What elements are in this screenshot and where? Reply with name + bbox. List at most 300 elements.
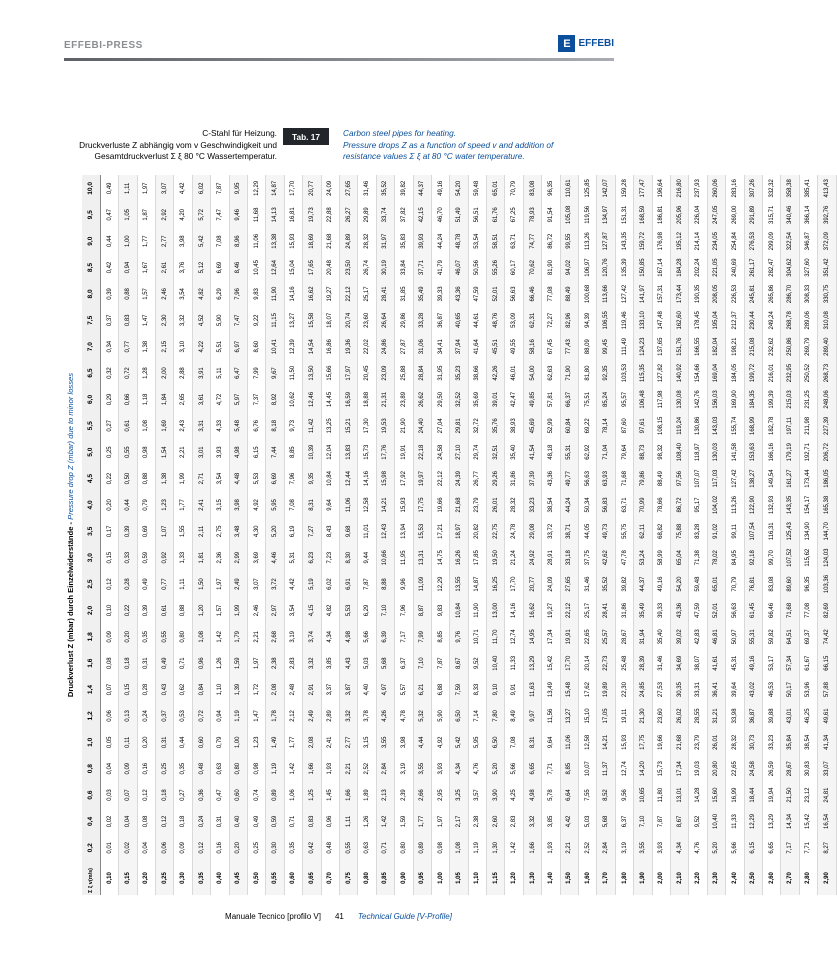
- table-cell: 2,17: [450, 808, 468, 834]
- table-cell: 5,90: [211, 307, 229, 333]
- table-cell: 11,09: [413, 571, 431, 597]
- table-cell: 0,39: [137, 597, 155, 623]
- table-cell: 35,52: [597, 571, 615, 597]
- table-row: [229, 175, 247, 895]
- table-cell: 9,64: [321, 492, 339, 518]
- table-cell: 0,02: [100, 808, 118, 834]
- table-cell: 245,81: [744, 281, 762, 307]
- table-cell: 15,73: [358, 439, 376, 465]
- table-cell: 143,03: [707, 413, 725, 439]
- table-cell: 71,38: [689, 545, 707, 571]
- table-cell: 28,32: [358, 228, 376, 254]
- table-cell: 198,21: [726, 334, 744, 360]
- table-cell: 6,65: [523, 756, 541, 782]
- title-german-line: Gesamtdruckverlust Σ ξ 80 °C Wassertemperatur.: [94, 151, 277, 161]
- table-cell: 48,78: [450, 228, 468, 254]
- table-row: [358, 175, 376, 895]
- table-cell: 5,11: [211, 360, 229, 386]
- table-cell: 0,04: [137, 835, 155, 861]
- table-cell: 45,69: [523, 413, 541, 439]
- table-cell: 31,94: [634, 624, 652, 650]
- table-cell: 70,62: [523, 254, 541, 280]
- table-cell: 276,53: [744, 228, 762, 254]
- table-cell: 1,66: [523, 835, 541, 861]
- table-row: [321, 175, 339, 895]
- table-cell: 70,99: [634, 492, 652, 518]
- table-cell: 0,12: [137, 782, 155, 808]
- table-cell: 8,52: [597, 782, 615, 808]
- table-cell: 4,34: [450, 756, 468, 782]
- table-cell: 12,64: [266, 254, 284, 280]
- table-cell: 0,10: [100, 597, 118, 623]
- table-cell: 1,38: [156, 465, 174, 491]
- table-cell: 9,46: [229, 202, 247, 228]
- table-cell: 226,53: [726, 281, 744, 307]
- table-cell: 29,89: [358, 202, 376, 228]
- table-cell: 0,12: [156, 808, 174, 834]
- velocity-cell: 1,15: [487, 861, 505, 895]
- table-cell: 0,16: [137, 756, 155, 782]
- table-cell: 221,05: [707, 254, 725, 280]
- table-cell: 7,96: [284, 465, 302, 491]
- table-cell: 53,24: [634, 545, 652, 571]
- table-cell: 0,71: [376, 835, 394, 861]
- table-cell: 5,32: [413, 703, 431, 729]
- table-cell: 52,01: [487, 281, 505, 307]
- table-cell: 9,96: [395, 571, 413, 597]
- table-row: [303, 175, 321, 895]
- table-row: [156, 175, 174, 895]
- table-cell: 15,93: [395, 492, 413, 518]
- table-cell: 1,59: [229, 650, 247, 676]
- table-cell: 19,97: [413, 465, 431, 491]
- table-cell: 28,39: [634, 650, 652, 676]
- table-cell: 1,08: [137, 413, 155, 439]
- table-cell: 57,88: [818, 676, 836, 702]
- table-cell: 7,10: [634, 808, 652, 834]
- velocity-cell: 2,60: [762, 861, 780, 895]
- table-cell: 289,06: [799, 307, 817, 333]
- title-english-line: Pressure drops Z as a function of speed v and addition of: [343, 139, 554, 150]
- table-cell: 3,85: [321, 650, 339, 676]
- table-cell: 0,28: [119, 571, 137, 597]
- table-cell: 6,47: [229, 360, 247, 386]
- table-cell: 13,38: [266, 228, 284, 254]
- table-cell: 38,93: [505, 413, 523, 439]
- table-cell: 4,82: [321, 597, 339, 623]
- table-cell: 83,08: [523, 175, 541, 202]
- table-cell: 132,93: [762, 492, 780, 518]
- table-cell: 13,29: [523, 650, 541, 676]
- table-cell: 11,56: [542, 703, 560, 729]
- table-cell: 5,72: [192, 202, 210, 228]
- table-cell: 15,04: [284, 254, 302, 280]
- table-cell: 22,30: [615, 676, 633, 702]
- table-cell: 0,02: [119, 835, 137, 861]
- table-cell: 34,69: [671, 650, 689, 676]
- table-cell: 17,70: [284, 175, 302, 202]
- table-cell: 0,31: [211, 808, 229, 834]
- table-cell: 15,66: [321, 360, 339, 386]
- table-cell: 1,11: [119, 175, 137, 202]
- table-cell: 0,69: [137, 518, 155, 544]
- table-cell: 1,26: [211, 650, 229, 676]
- table-header-row: [82, 175, 100, 895]
- table-cell: 2,43: [174, 413, 192, 439]
- table-row: [505, 175, 523, 895]
- table-cell: 6,69: [211, 254, 229, 280]
- table-cell: 10,84: [450, 597, 468, 623]
- table-cell: 7,99: [413, 624, 431, 650]
- table-cell: 234,05: [707, 228, 725, 254]
- table-cell: 8,60: [248, 334, 266, 360]
- table-cell: 2,46: [248, 597, 266, 623]
- table-cell: 19,50: [487, 545, 505, 571]
- table-cell: 62,31: [523, 307, 541, 333]
- table-cell: 124,03: [818, 545, 836, 571]
- table-cell: 14,75: [431, 545, 449, 571]
- table-cell: 134,90: [799, 518, 817, 544]
- table-cell: 2,36: [211, 545, 229, 571]
- table-cell: 31,86: [615, 597, 633, 623]
- table-cell: 5,03: [358, 650, 376, 676]
- table-cell: 127,82: [652, 360, 670, 386]
- table-cell: 15,21: [339, 413, 357, 439]
- table-cell: 3,78: [358, 703, 376, 729]
- table-cell: 41,64: [468, 334, 486, 360]
- table-cell: 62,63: [542, 360, 560, 386]
- table-cell: 3,61: [192, 386, 210, 412]
- table-cell: 3,54: [284, 597, 302, 623]
- table-cell: 9,35: [303, 465, 321, 491]
- table-cell: 1,93: [321, 756, 339, 782]
- table-cell: 5,31: [284, 545, 302, 571]
- table-cell: 14,21: [376, 492, 394, 518]
- table-cell: 12,58: [579, 729, 597, 755]
- table-cell: 167,14: [652, 254, 670, 280]
- table-cell: 1,08: [450, 835, 468, 861]
- table-cell: 74,77: [523, 228, 541, 254]
- table-cell: 4,42: [560, 808, 578, 834]
- table-cell: 56,63: [505, 281, 523, 307]
- table-cell: 42,83: [689, 624, 707, 650]
- table-cell: 94,39: [579, 307, 597, 333]
- table-cell: 3,55: [413, 756, 431, 782]
- table-cell: 7,47: [229, 307, 247, 333]
- table-cell: 38,54: [799, 729, 817, 755]
- table-cell: 2,92: [156, 202, 174, 228]
- table-cell: 3,93: [431, 756, 449, 782]
- table-cell: 68,82: [652, 518, 670, 544]
- table-row: [707, 175, 725, 895]
- table-cell: 3,19: [284, 624, 302, 650]
- table-cell: 23,12: [799, 782, 817, 808]
- table-cell: 32,72: [468, 413, 486, 439]
- table-cell: 23,09: [376, 360, 394, 386]
- table-row: [450, 175, 468, 895]
- table-cell: 47,59: [468, 281, 486, 307]
- table-cell: 27,10: [450, 439, 468, 465]
- table-cell: 162,60: [671, 307, 689, 333]
- table-cell: 0,61: [119, 413, 137, 439]
- table-cell: 7,59: [450, 676, 468, 702]
- table-row: [395, 175, 413, 895]
- table-cell: 59,48: [468, 175, 486, 202]
- table-cell: 1,00: [119, 228, 137, 254]
- velocity-cell: 0,20: [137, 861, 155, 895]
- table-cell: 15,93: [615, 729, 633, 755]
- table-row: [560, 175, 578, 895]
- table-cell: 106,97: [579, 254, 597, 280]
- table-cell: 1,19: [468, 835, 486, 861]
- table-cell: 24,85: [634, 676, 652, 702]
- table-cell: 190,35: [689, 281, 707, 307]
- table-cell: 13,01: [671, 782, 689, 808]
- table-cell: 40,65: [450, 307, 468, 333]
- table-cell: 14,34: [781, 808, 799, 834]
- table-cell: 2,48: [284, 676, 302, 702]
- table-row: [100, 175, 118, 895]
- table-cell: 0,08: [137, 808, 155, 834]
- table-cell: 1,07: [156, 518, 174, 544]
- table-cell: 268,78: [781, 307, 799, 333]
- table-cell: 49,73: [597, 518, 615, 544]
- table-cell: 7,55: [579, 782, 597, 808]
- table-cell: 12,29: [431, 571, 449, 597]
- table-cell: 2,08: [303, 729, 321, 755]
- table-cell: 52,99: [542, 413, 560, 439]
- table-cell: 60,17: [505, 254, 523, 280]
- table-cell: 26,59: [762, 756, 780, 782]
- table-cell: 22,12: [431, 465, 449, 491]
- table-cell: 0,06: [156, 835, 174, 861]
- table-cell: 11,63: [523, 676, 541, 702]
- table-cell: 71,68: [781, 597, 799, 623]
- table-cell: 8,31: [303, 492, 321, 518]
- column-header: 0,6: [82, 782, 100, 808]
- table-cell: 12,04: [321, 439, 339, 465]
- table-cell: 5,51: [211, 334, 229, 360]
- velocity-cell: 2,20: [689, 861, 707, 895]
- table-cell: 9,95: [229, 175, 247, 202]
- table-cell: 46,25: [799, 703, 817, 729]
- column-header: 2,0: [82, 597, 100, 623]
- table-cell: 2,61: [156, 254, 174, 280]
- table-cell: 75,88: [671, 518, 689, 544]
- column-header: 2,5: [82, 571, 100, 597]
- table-cell: 17,65: [303, 254, 321, 280]
- table-cell: 56,51: [468, 202, 486, 228]
- table-cell: 49,77: [560, 465, 578, 491]
- table-cell: 307,26: [744, 175, 762, 202]
- table-cell: 157,31: [652, 281, 670, 307]
- table-cell: 99,45: [597, 334, 615, 360]
- table-cell: 8,67: [450, 650, 468, 676]
- table-cell: 15,98: [376, 465, 394, 491]
- table-cell: 282,47: [762, 254, 780, 280]
- table-cell: 6,64: [560, 782, 578, 808]
- table-cell: 70,79: [505, 175, 523, 202]
- table-cell: 39,64: [726, 676, 744, 702]
- column-header: 1,6: [82, 650, 100, 676]
- table-cell: 4,43: [339, 650, 357, 676]
- table-cell: 69,37: [799, 624, 817, 650]
- table-cell: 66,46: [523, 281, 541, 307]
- table-cell: 0,63: [211, 756, 229, 782]
- table-cell: 0,48: [321, 835, 339, 861]
- title-german: [17, 128, 277, 163]
- table-cell: 21,68: [450, 492, 468, 518]
- table-cell: 18,07: [321, 307, 339, 333]
- table-cell: 0,83: [303, 808, 321, 834]
- table-heading-german: Druckverlust Z (mbar) durch Einzelwiderstände -: [66, 519, 75, 698]
- table-cell: 3,98: [174, 228, 192, 254]
- table-cell: 5,20: [266, 518, 284, 544]
- table-cell: 86,72: [542, 228, 560, 254]
- table-cell: 7,08: [284, 492, 302, 518]
- table-cell: 151,31: [615, 202, 633, 228]
- table-cell: 7,10: [376, 597, 394, 623]
- table-cell: 39,93: [413, 228, 431, 254]
- table-cell: 6,19: [284, 518, 302, 544]
- table-cell: 91,02: [707, 518, 725, 544]
- table-cell: 0,48: [192, 756, 210, 782]
- table-cell: 154,66: [689, 360, 707, 386]
- table-cell: 1,77: [284, 729, 302, 755]
- table-cell: 9,68: [339, 518, 357, 544]
- table-cell: 24,58: [744, 756, 762, 782]
- table-cell: 30,83: [799, 756, 817, 782]
- table-cell: 269,00: [726, 202, 744, 228]
- table-cell: 83,08: [762, 571, 780, 597]
- table-cell: 308,33: [799, 281, 817, 307]
- column-header: 0,8: [82, 756, 100, 782]
- table-cell: 0,55: [339, 835, 357, 861]
- table-cell: 35,40: [652, 624, 670, 650]
- table-cell: 7,87: [211, 175, 229, 202]
- table-cell: 30,19: [376, 254, 394, 280]
- table-cell: 11,15: [266, 307, 284, 333]
- table-cell: 13,00: [487, 597, 505, 623]
- table-heading: [66, 175, 80, 895]
- table-cell: 166,55: [689, 334, 707, 360]
- table-cell: 3,55: [376, 729, 394, 755]
- title-english-line: Carbon steel pipes for heating.: [343, 128, 457, 138]
- table-cell: 1,19: [229, 703, 247, 729]
- table-cell: 127,42: [726, 465, 744, 491]
- table-cell: 17,62: [579, 676, 597, 702]
- table-cell: 0,12: [192, 835, 210, 861]
- table-cell: 20,77: [523, 571, 541, 597]
- table-cell: 0,22: [119, 597, 137, 623]
- table-cell: 0,04: [119, 808, 137, 834]
- table-cell: 24,39: [450, 465, 468, 491]
- table-cell: 3,37: [321, 676, 339, 702]
- table-cell: 46,81: [707, 624, 725, 650]
- table-cell: 0,20: [229, 835, 247, 861]
- table-cell: 283,16: [726, 175, 744, 202]
- table-cell: 46,01: [505, 360, 523, 386]
- table-cell: 10,07: [579, 756, 597, 782]
- table-cell: 6,91: [339, 571, 357, 597]
- table-cell: 38,66: [468, 360, 486, 386]
- table-row: [266, 175, 284, 895]
- table-cell: 22,12: [339, 281, 357, 307]
- table-cell: 4,20: [174, 202, 192, 228]
- table-cell: 9,56: [615, 782, 633, 808]
- table-cell: 3,32: [174, 307, 192, 333]
- table-row: [799, 175, 817, 895]
- table-cell: 46,07: [450, 254, 468, 280]
- table-cell: 27,65: [560, 571, 578, 597]
- table-row: [248, 175, 266, 895]
- table-cell: 6,15: [744, 835, 762, 861]
- table-cell: 0,05: [100, 729, 118, 755]
- velocity-cell: 2,00: [652, 861, 670, 895]
- table-cell: 0,92: [156, 545, 174, 571]
- table-cell: 21,68: [671, 729, 689, 755]
- table-cell: 215,03: [781, 386, 799, 412]
- table-cell: 10,40: [707, 808, 725, 834]
- table-cell: 35,49: [634, 597, 652, 623]
- table-cell: 130,03: [707, 439, 725, 465]
- table-cell: 7,08: [505, 729, 523, 755]
- table-cell: 4,34: [321, 624, 339, 650]
- table-cell: 327,60: [799, 254, 817, 280]
- table-cell: 88,73: [634, 439, 652, 465]
- footer-title-italian: Manuale Tecnico [profilo V]: [225, 912, 321, 921]
- table-cell: 107,54: [744, 518, 762, 544]
- column-header: 1,4: [82, 676, 100, 702]
- table-cell: 61,45: [744, 597, 762, 623]
- velocity-cell: 2,10: [671, 861, 689, 895]
- table-cell: 45,51: [487, 334, 505, 360]
- table-cell: 1,49: [266, 729, 284, 755]
- table-cell: 59,82: [762, 624, 780, 650]
- table-cell: 1,38: [137, 334, 155, 360]
- table-cell: 16,81: [284, 202, 302, 228]
- table-cell: 1,66: [303, 756, 321, 782]
- table-cell: 78,02: [707, 545, 725, 571]
- table-cell: 5,68: [597, 808, 615, 834]
- table-cell: 8,46: [229, 254, 247, 280]
- table-cell: 59,48: [689, 571, 707, 597]
- table-cell: 41,54: [523, 439, 541, 465]
- rotated-table: [66, 175, 830, 895]
- table-cell: 130,86: [689, 413, 707, 439]
- table-cell: 10,65: [634, 782, 652, 808]
- title-german-line: Druckverluste Z abhängig vom v Geschwindigkeit und: [79, 139, 277, 150]
- table-cell: 15,53: [413, 518, 431, 544]
- table-cell: 315,71: [762, 202, 780, 228]
- table-cell: 8,18: [266, 413, 284, 439]
- table-cell: 169,04: [707, 360, 725, 386]
- table-cell: 32,52: [450, 386, 468, 412]
- column-header: 5,0: [82, 439, 100, 465]
- table-cell: 26,77: [468, 465, 486, 491]
- table-cell: 0,80: [174, 624, 192, 650]
- table-cell: 17,30: [358, 413, 376, 439]
- table-cell: 0,94: [119, 254, 137, 280]
- table-cell: 2,75: [211, 518, 229, 544]
- table-cell: 49,16: [431, 175, 449, 202]
- table-cell: 28,32: [505, 492, 523, 518]
- table-cell: 1,42: [211, 624, 229, 650]
- table-cell: 11,95: [395, 545, 413, 571]
- table-cell: 0,63: [358, 835, 376, 861]
- table-cell: 2,66: [413, 782, 431, 808]
- table-cell: 250,86: [781, 334, 799, 360]
